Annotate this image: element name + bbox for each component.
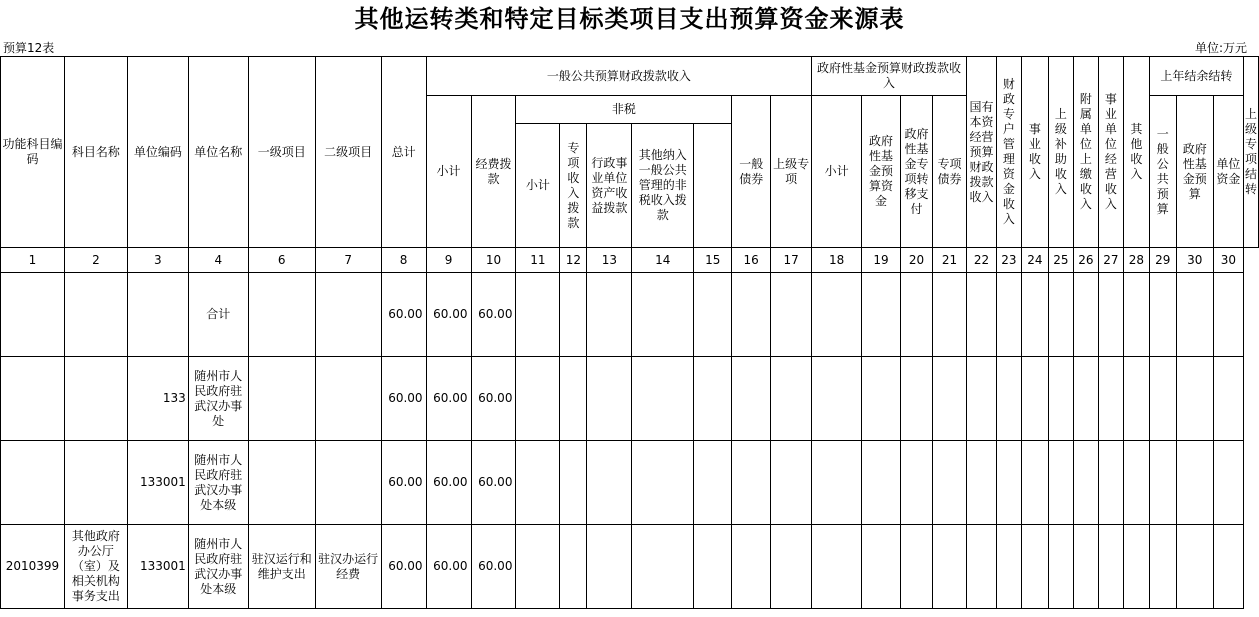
cell-level2-project xyxy=(315,357,381,441)
empty-cell xyxy=(732,357,771,441)
empty-cell xyxy=(1098,441,1123,525)
empty-cell xyxy=(1149,441,1176,525)
empty-cell xyxy=(587,441,632,525)
group-header-prev-carryover: 上年结余结转 xyxy=(1149,57,1243,96)
cell-total: 60.00 xyxy=(381,441,426,525)
col-number: 26 xyxy=(1073,248,1098,273)
col-number: 4 xyxy=(188,248,248,273)
budget-table xyxy=(0,56,1259,609)
empty-cell xyxy=(933,441,967,525)
col-header-nontax-special: 专项收入拨款 xyxy=(560,124,587,248)
col-header-upper-subsidy: 上级补助收入 xyxy=(1048,57,1073,248)
col-header-upper-special: 上级专项 xyxy=(771,96,812,248)
empty-cell xyxy=(1213,357,1243,441)
col-header-funds: 经费拨款 xyxy=(471,96,516,248)
empty-cell xyxy=(771,357,812,441)
empty-cell xyxy=(694,357,732,441)
cell-subject-name: 其他政府办公厅（室）及相关机构事务支出 xyxy=(64,525,127,609)
col-number: 19 xyxy=(862,248,901,273)
col-number: 3 xyxy=(127,248,188,273)
col-number: 9 xyxy=(426,248,471,273)
col-number: 23 xyxy=(996,248,1021,273)
empty-cell xyxy=(901,525,933,609)
empty-cell xyxy=(901,273,933,357)
cell-level1-project xyxy=(248,441,315,525)
cell-subtotal: 60.00 xyxy=(426,441,471,525)
col-number: 10 xyxy=(471,248,516,273)
empty-cell xyxy=(1176,525,1213,609)
col-number: 25 xyxy=(1048,248,1073,273)
cell-subject-name xyxy=(64,273,127,357)
empty-cell xyxy=(1123,357,1149,441)
col-number: 27 xyxy=(1098,248,1123,273)
empty-cell xyxy=(771,525,812,609)
empty-cell xyxy=(560,525,587,609)
cell-funds: 60.00 xyxy=(471,273,516,357)
col-number: 29 xyxy=(1149,248,1176,273)
cell-total: 60.00 xyxy=(381,273,426,357)
cell-level2-project xyxy=(315,273,381,357)
empty-cell xyxy=(933,357,967,441)
col-header-unit-funds: 单位资金 xyxy=(1213,96,1243,248)
empty-cell xyxy=(1021,357,1048,441)
empty-cell xyxy=(812,273,862,357)
empty-cell xyxy=(966,357,996,441)
cell-level2-project: 驻汉办运行经费 xyxy=(315,525,381,609)
cell-total: 60.00 xyxy=(381,357,426,441)
col-header-general-bond: 一般债券 xyxy=(732,96,771,248)
empty-cell xyxy=(694,441,732,525)
cell-level1-project: 驻汉运行和维护支出 xyxy=(248,525,315,609)
empty-cell xyxy=(1176,441,1213,525)
empty-cell xyxy=(732,441,771,525)
empty-cell xyxy=(1048,357,1073,441)
empty-cell xyxy=(1021,273,1048,357)
empty-cell xyxy=(812,525,862,609)
empty-cell xyxy=(933,525,967,609)
col-header-special-bond: 专项债券 xyxy=(933,96,967,248)
empty-cell xyxy=(812,357,862,441)
empty-cell xyxy=(862,357,901,441)
empty-cell xyxy=(516,525,560,609)
col-header-level2-project: 二级项目 xyxy=(315,57,381,248)
table-row xyxy=(1,525,1259,609)
col-header-subject-name: 科目名称 xyxy=(64,57,127,248)
unit-label: 单位:万元 xyxy=(1194,41,1247,55)
col-number: 14 xyxy=(632,248,694,273)
empty-cell xyxy=(1098,273,1123,357)
empty-cell xyxy=(812,441,862,525)
cell-function-code xyxy=(1,357,65,441)
empty-cell xyxy=(966,525,996,609)
empty-cell xyxy=(1073,441,1098,525)
empty-cell xyxy=(1048,273,1073,357)
col-header-fund-budget: 政府性基金预算资金 xyxy=(862,96,901,248)
col-header-total: 总计 xyxy=(381,57,426,248)
empty-cell xyxy=(1149,273,1176,357)
empty-cell xyxy=(732,525,771,609)
cell-unit-code xyxy=(127,273,188,357)
cell-unit-name: 随州市人民政府驻武汉办事处本级 xyxy=(188,525,248,609)
col-number: 30 xyxy=(1176,248,1213,273)
empty-cell xyxy=(587,357,632,441)
empty-cell xyxy=(1149,525,1176,609)
cell-subtotal: 60.00 xyxy=(426,273,471,357)
col-number: 1 xyxy=(1,248,65,273)
cell-function-code: 2010399 xyxy=(1,525,65,609)
table-row xyxy=(1,441,1259,525)
col-number: 17 xyxy=(771,248,812,273)
cell-subtotal: 60.00 xyxy=(426,357,471,441)
empty-cell xyxy=(1123,441,1149,525)
empty-cell xyxy=(516,273,560,357)
empty-cell xyxy=(1073,273,1098,357)
empty-cell xyxy=(862,525,901,609)
col-number: 24 xyxy=(1021,248,1048,273)
col-header-soe: 国有本资经营预算财政拨款收入 xyxy=(966,57,996,248)
empty-cell xyxy=(632,357,694,441)
col-header-business-income: 事业收入 xyxy=(1021,57,1048,248)
empty-cell xyxy=(1176,357,1213,441)
cell-function-code xyxy=(1,273,65,357)
empty-cell xyxy=(996,273,1021,357)
empty-cell xyxy=(996,525,1021,609)
col-header-nontax-subtotal: 小计 xyxy=(516,124,560,248)
empty-cell xyxy=(560,273,587,357)
cell-unit-code: 133 xyxy=(127,357,188,441)
empty-cell xyxy=(771,441,812,525)
col-number: 22 xyxy=(966,248,996,273)
empty-cell xyxy=(587,525,632,609)
empty-cell xyxy=(632,273,694,357)
cell-function-code xyxy=(1,441,65,525)
cell-unit-code: 133001 xyxy=(127,441,188,525)
empty-cell xyxy=(1098,357,1123,441)
col-header-fiscal-mgmt: 财政专户管理资金收入 xyxy=(996,57,1021,248)
empty-cell xyxy=(1048,525,1073,609)
col-header-prev-fund: 政府性基金预算 xyxy=(1176,96,1213,248)
empty-cell xyxy=(966,441,996,525)
cell-funds: 60.00 xyxy=(471,441,516,525)
col-number: 11 xyxy=(516,248,560,273)
cell-level1-project xyxy=(248,273,315,357)
empty-cell xyxy=(632,441,694,525)
col-number: 16 xyxy=(732,248,771,273)
empty-cell xyxy=(694,273,732,357)
col-number: 18 xyxy=(812,248,862,273)
col-header-nontax-other: 其他纳入一般公共管理的非税收入拨款 xyxy=(632,124,694,248)
empty-cell xyxy=(587,273,632,357)
col-header-subtotal: 小计 xyxy=(426,96,471,248)
empty-cell xyxy=(966,273,996,357)
empty-cell xyxy=(560,357,587,441)
column-number-row xyxy=(1,248,1259,273)
cell-unit-code: 133001 xyxy=(127,525,188,609)
empty-cell xyxy=(694,525,732,609)
empty-cell xyxy=(1098,525,1123,609)
col-header-function-code: 功能科目编码 xyxy=(1,57,65,248)
cell-funds: 60.00 xyxy=(471,357,516,441)
group-header-nontax: 非税 xyxy=(516,96,732,124)
col-number: 28 xyxy=(1123,248,1149,273)
table-row xyxy=(1,273,1259,357)
col-number: 20 xyxy=(901,248,933,273)
col-header-fund-subtotal: 小计 xyxy=(812,96,862,248)
empty-cell xyxy=(996,357,1021,441)
empty-cell xyxy=(1149,357,1176,441)
cell-unit-name: 合计 xyxy=(188,273,248,357)
cell-unit-name: 随州市人民政府驻武汉办事处 xyxy=(188,357,248,441)
empty-cell xyxy=(1176,273,1213,357)
col-header-other-income: 其他收入 xyxy=(1123,57,1149,248)
empty-cell xyxy=(1073,525,1098,609)
col-number: 13 xyxy=(587,248,632,273)
empty-cell xyxy=(933,273,967,357)
col-number: 8 xyxy=(381,248,426,273)
col-number: 30 xyxy=(1213,248,1243,273)
header-row-1 xyxy=(1,57,1259,96)
budget-number: 预算12表 xyxy=(3,41,55,55)
cell-subtotal: 60.00 xyxy=(426,525,471,609)
cell-level2-project xyxy=(315,441,381,525)
table-row xyxy=(1,357,1259,441)
empty-cell xyxy=(1123,525,1149,609)
empty-cell xyxy=(732,273,771,357)
col-number: 21 xyxy=(933,248,967,273)
report-title: 其他运转类和特定目标类项目支出预算资金来源表 xyxy=(354,4,905,33)
empty-cell xyxy=(516,441,560,525)
col-header-operating: 事业单位经营收入 xyxy=(1098,57,1123,248)
empty-cell xyxy=(1213,525,1243,609)
col-header-unit-name: 单位名称 xyxy=(188,57,248,248)
empty-cell xyxy=(1048,441,1073,525)
empty-cell xyxy=(1021,441,1048,525)
empty-cell xyxy=(771,273,812,357)
col-header-upper-carryover: 上级专项结转 xyxy=(1243,57,1258,248)
empty-cell xyxy=(1073,357,1098,441)
col-header-prev-general: 一般公共预算 xyxy=(1149,96,1176,248)
cell-level1-project xyxy=(248,357,315,441)
cell-subject-name xyxy=(64,441,127,525)
col-header-nontax-admin: 行政事业单位资产收益拨款 xyxy=(587,124,632,248)
col-number: 15 xyxy=(694,248,732,273)
group-header-fund-budget: 政府性基金预算财政拨款收入 xyxy=(812,57,967,96)
col-number: 12 xyxy=(560,248,587,273)
col-header-level1-project: 一级项目 xyxy=(248,57,315,248)
empty-cell xyxy=(1213,273,1243,357)
empty-cell xyxy=(901,357,933,441)
empty-cell xyxy=(560,441,587,525)
empty-cell xyxy=(516,357,560,441)
col-header-fund-transfer: 政府性基金专项转移支付 xyxy=(901,96,933,248)
empty-cell xyxy=(901,441,933,525)
cell-total: 60.00 xyxy=(381,525,426,609)
empty-cell xyxy=(862,273,901,357)
col-header-nontax-blank xyxy=(694,124,732,248)
cell-unit-name: 随州市人民政府驻武汉办事处本级 xyxy=(188,441,248,525)
empty-cell xyxy=(1123,273,1149,357)
col-number: 6 xyxy=(248,248,315,273)
empty-cell xyxy=(996,441,1021,525)
col-header-affiliated: 附属单位上缴收入 xyxy=(1073,57,1098,248)
col-header-unit-code: 单位编码 xyxy=(127,57,188,248)
empty-cell xyxy=(632,525,694,609)
col-number: 2 xyxy=(64,248,127,273)
col-number: 7 xyxy=(315,248,381,273)
empty-cell xyxy=(1213,441,1243,525)
cell-subject-name xyxy=(64,357,127,441)
group-header-general-budget: 一般公共预算财政拨款收入 xyxy=(426,57,812,96)
empty-cell xyxy=(862,441,901,525)
empty-cell xyxy=(1021,525,1048,609)
cell-funds: 60.00 xyxy=(471,525,516,609)
